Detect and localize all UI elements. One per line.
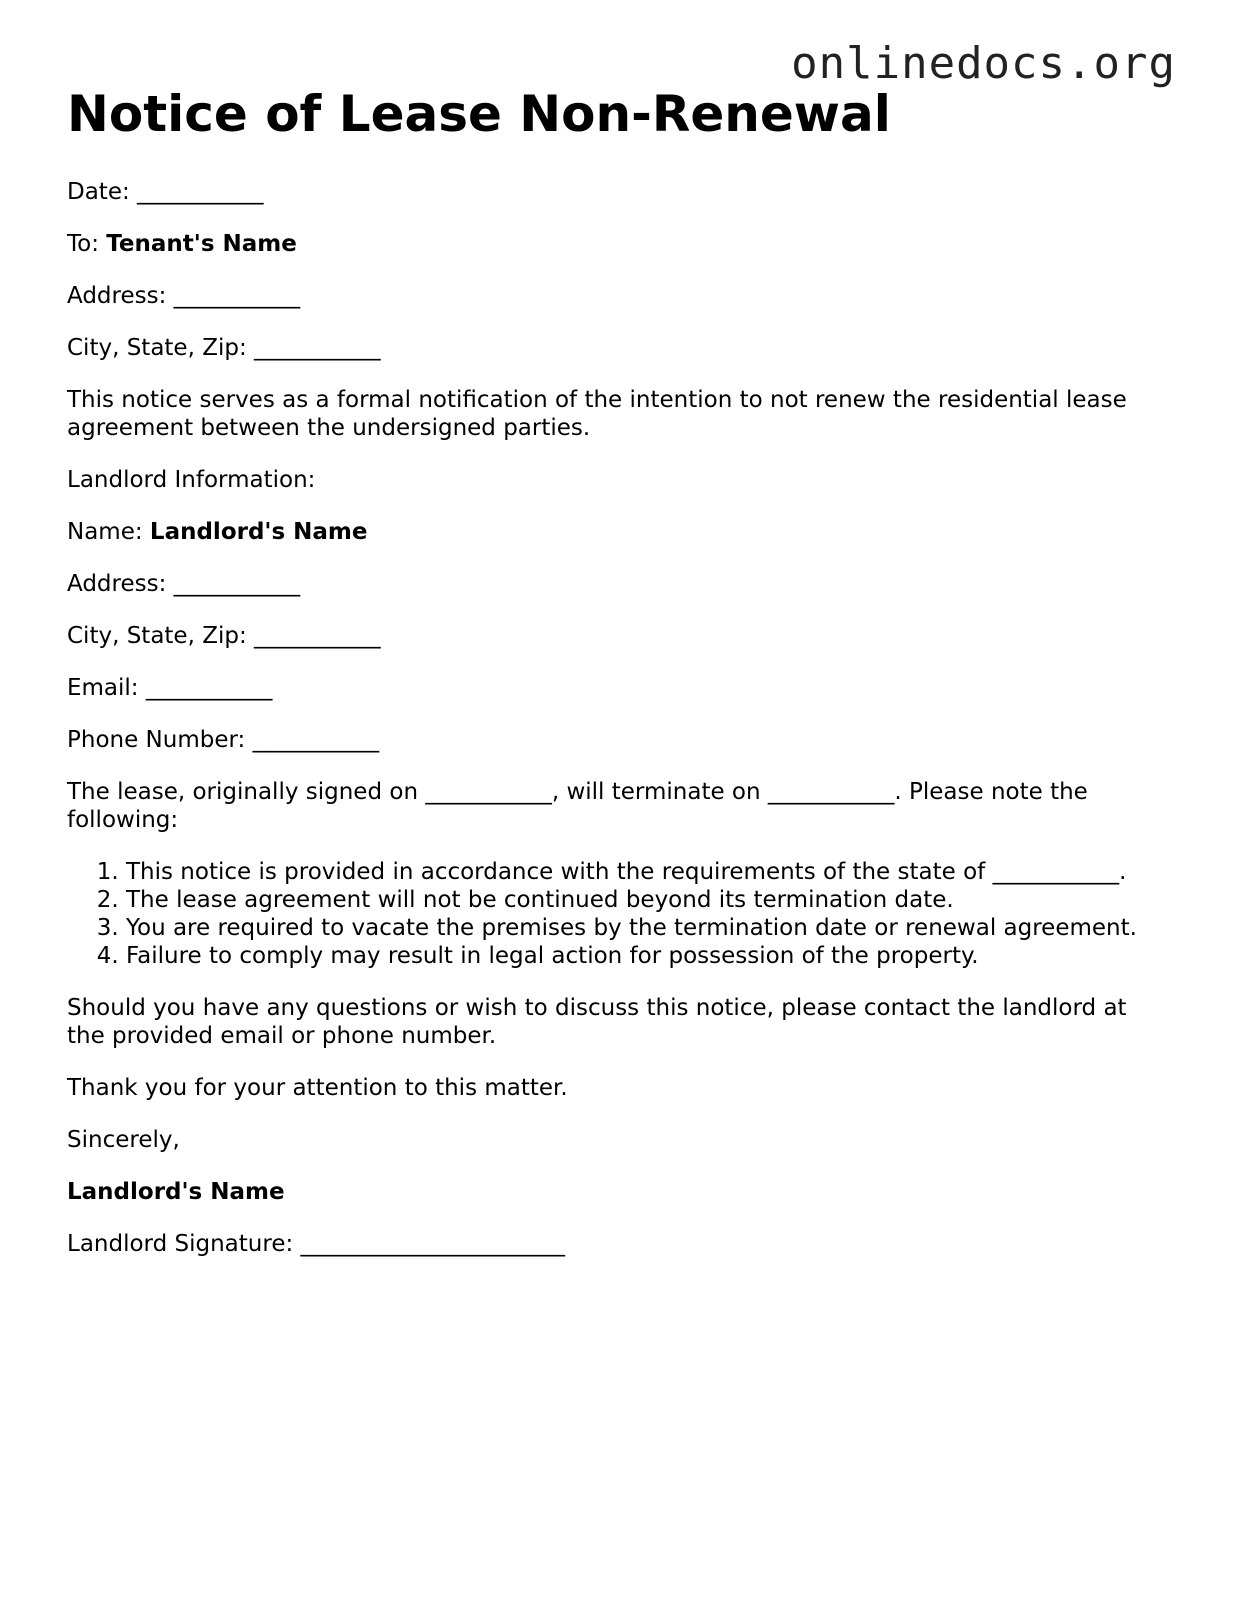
watermark: onlinedocs.org: [791, 38, 1176, 89]
landlord-email-blank: ___________: [145, 675, 273, 701]
landlord-email-label: Email:: [67, 675, 139, 701]
landlord-phone-blank: ___________: [252, 727, 380, 753]
to-label: To:: [67, 231, 99, 257]
lease-text-2: , will terminate on: [551, 779, 761, 805]
landlord-name-line: [67, 518, 1167, 546]
list-item: 2. The lease agreement will not be continued beyond its termination date.: [126, 886, 1167, 914]
landlord-name: Landlord's Name: [149, 519, 368, 545]
list-item: 1. This notice is provided in accordance with the requirements of the state of ___________.: [126, 858, 1167, 886]
thanks-paragraph: Thank you for your attention to this matter.: [67, 1075, 568, 1101]
signature-line: [67, 1230, 1167, 1258]
list-item: 4. Failure to comply may result in legal action for possession of the property.: [126, 942, 1167, 970]
tenant-city-blank: ___________: [254, 335, 381, 361]
landlord-city-label: City, State, Zip:: [67, 623, 247, 649]
lease-terminate-blank: ___________: [767, 779, 895, 805]
landlord-address-line: [67, 570, 1167, 598]
notice-list: [67, 858, 1167, 970]
to-line: [67, 230, 1167, 258]
tenant-name: Tenant's Name: [106, 231, 297, 257]
lease-terms-paragraph: [67, 778, 1167, 834]
tenant-city-label: City, State, Zip:: [67, 335, 247, 361]
landlord-address-label: Address:: [67, 571, 167, 597]
intro-paragraph: This notice serves as a formal notification of the intention to not renew the residential lease agreement between the undersigned parties.: [67, 387, 1127, 441]
date-label: Date:: [67, 179, 130, 205]
landlord-email-line: [67, 674, 1167, 702]
tenant-address-label: Address:: [67, 283, 167, 309]
tenant-city-line: [67, 334, 1167, 362]
lease-signed-blank: ___________: [425, 779, 552, 805]
page-title: Notice of Lease Non-Renewal: [67, 85, 891, 143]
tenant-address-blank: ___________: [173, 283, 301, 309]
signature-blank: _______________________: [300, 1231, 566, 1257]
closing: Sincerely,: [67, 1127, 180, 1153]
signer-name: Landlord's Name: [67, 1179, 285, 1205]
landlord-city-line: [67, 622, 1167, 650]
tenant-address-line: [67, 282, 1167, 310]
landlord-address-blank: ___________: [173, 571, 301, 597]
landlord-city-blank: ___________: [254, 623, 381, 649]
landlord-phone-label: Phone Number:: [67, 727, 246, 753]
landlord-info-heading: Landlord Information:: [67, 467, 316, 493]
lease-text-1: The lease, originally signed on: [67, 779, 419, 805]
date-line: [67, 178, 1167, 206]
signature-label: Landlord Signature:: [67, 1231, 294, 1257]
landlord-name-label: Name:: [67, 519, 143, 545]
list-item: 3. You are required to vacate the premises by the termination date or renewal agreement.: [126, 914, 1167, 942]
date-blank: ___________: [137, 179, 264, 205]
lease-text-3: . Please note the following:: [67, 779, 1088, 833]
state-blank: ___________: [992, 859, 1120, 885]
landlord-phone-line: [67, 726, 1167, 754]
document-body: [67, 84, 1167, 1282]
questions-paragraph: Should you have any questions or wish to discuss this notice, please contact the landlord at the provided email or phone number.: [67, 995, 1127, 1049]
